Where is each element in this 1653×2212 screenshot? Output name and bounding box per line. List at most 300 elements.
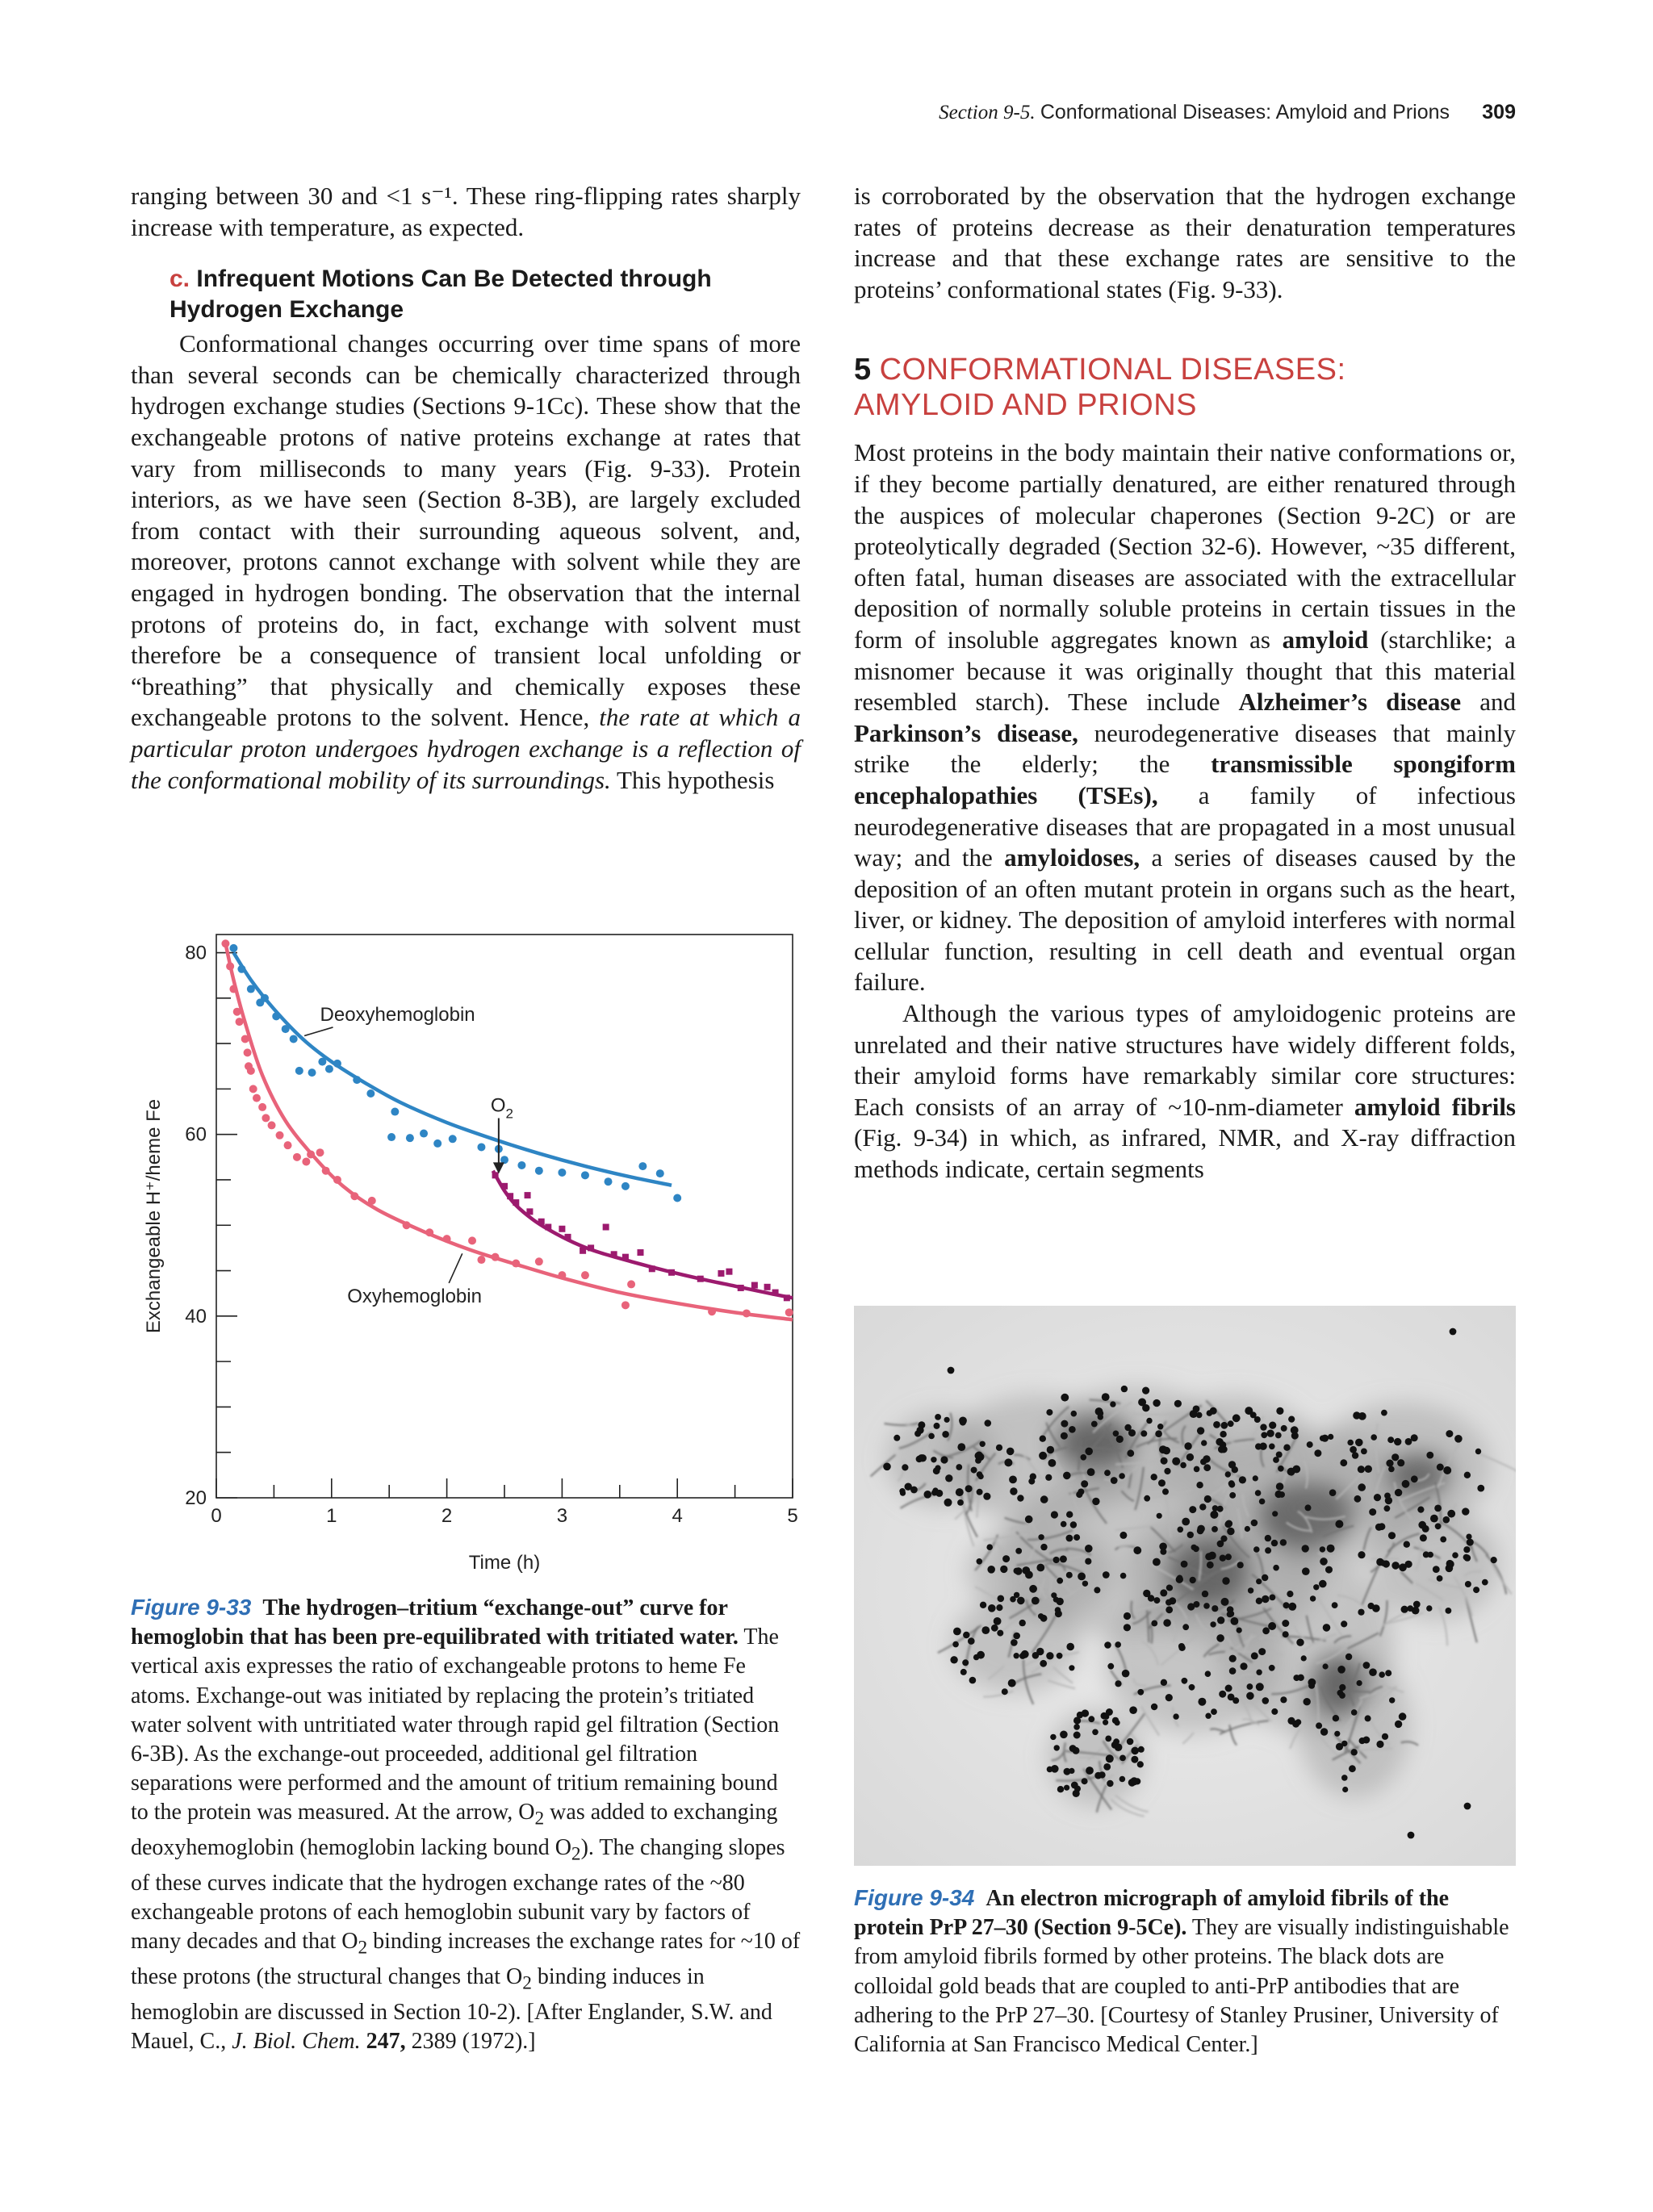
gold-bead (1357, 1680, 1362, 1686)
gold-bead (1151, 1704, 1157, 1710)
x-tick-label: 2 (441, 1505, 453, 1527)
gold-bead (1085, 1558, 1091, 1565)
data-point-deoxyhemoglobin (406, 1134, 414, 1142)
gold-bead (1355, 1439, 1363, 1447)
annotation-o2-subscript: 2 (505, 1106, 514, 1122)
annotation-oxyhemoglobin: Oxyhemoglobin (347, 1285, 482, 1307)
gold-bead (1358, 1483, 1366, 1491)
gold-bead (960, 1669, 967, 1675)
gold-bead (1081, 1454, 1087, 1461)
section-title-line1: CONFORMATIONAL DISEASES: (879, 353, 1346, 387)
figure-9-33-caption (131, 1593, 801, 2056)
gold-bead (1283, 1631, 1289, 1637)
gold-bead (1014, 1592, 1019, 1598)
gold-bead (1259, 1499, 1266, 1505)
gold-bead (1296, 1639, 1304, 1646)
gold-bead (1413, 1601, 1421, 1608)
series-line-oxyhemoglobin (225, 943, 793, 1319)
gold-bead (1351, 1749, 1358, 1755)
gold-bead (1426, 1605, 1432, 1611)
gold-bead (1191, 1545, 1197, 1550)
gold-bead (1391, 1453, 1399, 1461)
gold-bead (1212, 1526, 1218, 1533)
gold-bead (1491, 1557, 1497, 1563)
gold-bead (1349, 1765, 1356, 1772)
gold-bead (1231, 1617, 1239, 1625)
x-tick-label: 1 (326, 1505, 337, 1527)
gold-bead (1288, 1603, 1296, 1611)
gold-bead (1161, 1457, 1168, 1465)
data-point-deoxyhemoglobin (295, 1067, 303, 1075)
gold-bead (1298, 1675, 1304, 1681)
gold-bead (1038, 1613, 1044, 1619)
gold-bead (1051, 1765, 1059, 1773)
data-point-deoxyhemoglobin (282, 1025, 290, 1033)
gold-bead (1182, 1518, 1190, 1526)
gold-bead (1213, 1421, 1220, 1428)
gold-bead (1384, 1505, 1391, 1512)
gold-bead (1178, 1527, 1184, 1533)
section-heading (854, 352, 1516, 423)
gold-bead (1265, 1547, 1271, 1553)
gold-bead (1292, 1466, 1300, 1474)
y-tick-label: 20 (185, 1487, 207, 1509)
gold-bead (1229, 1655, 1237, 1662)
gold-bead (1336, 1743, 1343, 1750)
data-point-o2-added (545, 1224, 551, 1231)
data-point-deoxyhemoglobin (420, 1130, 428, 1138)
gold-bead (1205, 1713, 1211, 1719)
gold-bead (1201, 1440, 1207, 1445)
gold-bead (1358, 1466, 1365, 1473)
gold-bead (1194, 1466, 1200, 1473)
gold-bead (1207, 1562, 1214, 1569)
gold-bead (1040, 1436, 1046, 1442)
paragraph-amyloid-diseases (854, 437, 1516, 998)
gold-bead (1332, 1602, 1338, 1608)
figure-9-33-label: Figure 9-33 (131, 1595, 252, 1620)
gold-bead (1229, 1667, 1237, 1675)
gold-bead (1399, 1563, 1407, 1571)
gold-bead (1178, 1643, 1185, 1650)
gold-bead (1420, 1534, 1427, 1541)
gold-bead (952, 1641, 959, 1648)
gold-bead (1323, 1624, 1331, 1632)
gold-bead (1040, 1544, 1047, 1550)
gold-bead (1014, 1653, 1019, 1658)
gold-bead (1119, 1532, 1127, 1539)
annotation-deoxyhemoglobin: Deoxyhemoglobin (320, 1003, 475, 1026)
data-point-o2-added (559, 1226, 565, 1232)
gold-bead (978, 1474, 984, 1479)
gold-bead (1407, 1605, 1413, 1612)
gold-bead (1060, 1555, 1067, 1562)
data-point-oxyhemoglobin (247, 1067, 255, 1075)
gold-bead (1050, 1734, 1056, 1740)
gold-bead (1155, 1430, 1162, 1437)
gold-bead (1287, 1591, 1293, 1597)
gold-bead (1013, 1633, 1020, 1640)
right-column (854, 181, 1516, 1185)
gold-bead (1301, 1655, 1307, 1661)
gold-bead (1197, 1528, 1204, 1535)
gold-bead (1071, 1782, 1078, 1789)
gold-bead (1202, 1591, 1208, 1597)
gold-bead (987, 1566, 995, 1574)
gold-bead (977, 1489, 983, 1495)
gold-bead (1462, 1507, 1469, 1515)
gold-bead (1251, 1520, 1258, 1527)
gold-bead (1069, 1665, 1074, 1670)
figure-9-33-title: The hydrogen–tritium “exchange-out” curve for hemoglobin that has been pre-equilibrated with tritiated water. (131, 1595, 739, 1650)
data-point-oxyhemoglobin (403, 1221, 411, 1229)
gold-bead (1111, 1477, 1118, 1484)
gold-bead (1239, 1476, 1246, 1483)
gold-bead (1153, 1558, 1161, 1566)
data-point-deoxyhemoglobin (272, 1012, 280, 1020)
gold-bead (1190, 1577, 1196, 1583)
gold-bead (1369, 1668, 1377, 1676)
gold-bead (1417, 1507, 1424, 1513)
gold-bead (948, 1367, 955, 1374)
gold-bead (1404, 1541, 1410, 1548)
gold-bead (1251, 1652, 1258, 1659)
gold-bead (1386, 1460, 1393, 1467)
gold-bead (1064, 1785, 1069, 1791)
gold-bead (1256, 1598, 1262, 1604)
gold-bead (1032, 1597, 1040, 1605)
gold-bead (1103, 1571, 1110, 1579)
annotation-o2: $O_2$ (490, 1094, 514, 1122)
gold-bead (1397, 1459, 1404, 1466)
caption-text: They are visually indistinguishable from amyloid fibrils formed by other proteins. The black dots are colloidal gold beads that are coupled to anti-PrP antibodies that are adhering to the PrP 27–30. [Courtesy of Stanley Prusiner, University of California at San Francisco Medical Center.] (854, 1915, 1509, 2058)
gold-bead (1276, 1407, 1283, 1415)
data-point-oxyhemoglobin (293, 1153, 301, 1161)
section-number: 5 (854, 353, 872, 387)
gold-bead (1368, 1603, 1375, 1609)
gold-bead (965, 1485, 973, 1492)
gold-bead (1323, 1663, 1329, 1669)
gold-bead (1121, 1386, 1128, 1392)
gold-bead (1254, 1416, 1261, 1423)
gold-bead (1273, 1457, 1279, 1463)
gold-bead (919, 1454, 927, 1461)
running-head (854, 100, 1516, 125)
leader-line-deoxy (304, 1027, 333, 1036)
gold-bead (1219, 1691, 1226, 1698)
paragraph-ring-flipping: ranging between 30 and <1 s⁻¹. These ring-flipping rates sharply increase with temperature, as expected. (131, 182, 801, 241)
gold-bead (1002, 1555, 1010, 1562)
gold-bead (1388, 1532, 1396, 1539)
gold-bead (1276, 1482, 1284, 1491)
gold-bead (1085, 1545, 1093, 1553)
data-point-o2-added (784, 1294, 790, 1301)
term-amyloid: amyloid (1282, 625, 1369, 654)
gold-bead (1228, 1694, 1235, 1701)
gold-bead (1057, 1653, 1063, 1659)
gold-bead (1327, 1545, 1335, 1553)
gold-bead (1199, 1503, 1206, 1510)
data-point-deoxyhemoglobin (325, 1065, 333, 1073)
gold-bead (1232, 1414, 1241, 1422)
gold-bead (1055, 1607, 1061, 1613)
gold-bead (1247, 1683, 1253, 1690)
data-point-o2-added (526, 1208, 533, 1215)
data-point-deoxyhemoglobin (318, 1058, 326, 1066)
gold-bead (1354, 1495, 1362, 1503)
gold-bead (1220, 1431, 1226, 1437)
gold-bead (1341, 1775, 1348, 1781)
gold-bead (1015, 1548, 1022, 1554)
gold-bead (1165, 1599, 1172, 1606)
gold-bead (1477, 1485, 1484, 1492)
gold-bead (997, 1630, 1003, 1637)
data-point-o2-added (507, 1193, 513, 1199)
gold-bead (1266, 1430, 1274, 1437)
gold-bead (1210, 1621, 1216, 1627)
gold-bead (1269, 1444, 1275, 1450)
gold-bead (1138, 1399, 1146, 1407)
gold-bead (1283, 1445, 1290, 1451)
gold-bead (1335, 1520, 1343, 1528)
gold-bead (1426, 1452, 1433, 1459)
gold-bead (1256, 1670, 1262, 1675)
gold-bead (1061, 1394, 1069, 1402)
figure-9-34-title: An electron micrograph of amyloid fibrils of the protein PrP 27–30 (Section 9-5Ce). (854, 1886, 1450, 1941)
figure-9-34-caption (854, 1884, 1516, 2059)
gold-bead (1271, 1540, 1278, 1546)
gold-bead (1063, 1472, 1071, 1480)
gold-bead (1321, 1435, 1329, 1442)
y-tick-label: 80 (185, 942, 207, 964)
data-point-o2-added (668, 1269, 675, 1276)
gold-bead (998, 1595, 1005, 1603)
axis-tick-labels (185, 943, 797, 1527)
data-point-deoxyhemoglobin (387, 1133, 395, 1141)
gold-bead (1069, 1768, 1074, 1774)
data-point-o2-added (588, 1244, 594, 1251)
y-tick-label: 60 (185, 1123, 207, 1146)
data-point-o2-added (611, 1251, 617, 1257)
data-point-oxyhemoglobin (226, 962, 234, 970)
paragraph-corroborated: is corroborated by the observation that the hydrogen exchange rates of proteins decrease as their denaturation temperatures increase and that these exchange rates are sensitive to the proteins’ conformational states (Fig. 9-33). (854, 182, 1516, 303)
gold-bead (1467, 1539, 1474, 1546)
data-point-deoxyhemoglobin (558, 1169, 566, 1177)
gold-bead (1189, 1506, 1196, 1513)
gold-bead (1092, 1498, 1099, 1505)
gold-bead (1463, 1546, 1470, 1553)
gold-bead (953, 1628, 961, 1636)
gold-bead (1217, 1506, 1224, 1512)
gold-bead (1014, 1568, 1020, 1574)
gold-bead (1218, 1446, 1225, 1453)
gold-bead (1205, 1670, 1212, 1677)
gold-bead (1464, 1803, 1471, 1810)
text-run: Most proteins in the body maintain their native conformations or, if they become partially denatured, are either renatured through the auspices of molecular chaperones (Section 9-2C) or are proteolytically degraded (Section 32-6). However, ~35 different, often fatal, human diseases are associated with the extracellular deposition of normally soluble proteins in certain tissues in the form of insoluble aggregates known as (854, 438, 1516, 654)
term-parkinsons: Parkinson’s disease, (854, 718, 1078, 747)
gold-bead (1240, 1662, 1247, 1670)
gold-bead (1358, 1551, 1365, 1558)
gold-bead (1189, 1684, 1195, 1691)
gold-bead (1446, 1608, 1452, 1614)
gold-bead (975, 1452, 982, 1459)
gold-bead (1381, 1410, 1387, 1416)
gold-bead (1182, 1624, 1189, 1630)
data-point-oxyhemoglobin (581, 1271, 589, 1279)
gold-bead (1061, 1420, 1068, 1428)
gold-bead (1382, 1733, 1388, 1740)
gold-bead (1061, 1432, 1068, 1440)
gold-bead (1434, 1505, 1442, 1512)
gold-bead (1198, 1698, 1206, 1706)
gold-bead (1430, 1515, 1438, 1523)
data-point-oxyhemoglobin (468, 1236, 476, 1244)
gold-bead (1452, 1552, 1458, 1558)
gold-bead (1280, 1539, 1287, 1545)
data-point-deoxyhemoglobin (535, 1167, 543, 1175)
gold-bead (945, 1474, 952, 1482)
gold-bead (1130, 1777, 1138, 1785)
data-point-deoxyhemoglobin (605, 1177, 613, 1185)
y-tick-label: 40 (185, 1305, 207, 1328)
gold-bead (1320, 1558, 1328, 1566)
gold-bead (1157, 1424, 1163, 1429)
gold-bead (1116, 1436, 1124, 1443)
data-point-o2-added (513, 1199, 519, 1206)
gold-bead (1115, 1720, 1120, 1725)
term-amyloid-fibrils: amyloid fibrils (1354, 1092, 1516, 1121)
data-point-deoxyhemoglobin (638, 1162, 647, 1170)
data-point-o2-added (603, 1224, 609, 1231)
gold-bead (1099, 1771, 1105, 1778)
gold-bead (1133, 1546, 1141, 1554)
gold-bead (1212, 1605, 1218, 1612)
data-point-deoxyhemoglobin (229, 944, 237, 952)
gold-bead (1325, 1566, 1333, 1574)
gold-bead (986, 1544, 993, 1550)
gold-bead (1070, 1521, 1077, 1528)
gold-bead (1129, 1706, 1137, 1714)
data-point-o2-added (649, 1265, 655, 1272)
gold-bead (1339, 1692, 1345, 1699)
gold-bead (1394, 1438, 1401, 1445)
gold-bead (1225, 1471, 1231, 1477)
gold-bead (1082, 1778, 1088, 1784)
gold-bead (1359, 1737, 1366, 1744)
subsection-letter: c. (169, 266, 190, 293)
gold-bead (1203, 1464, 1211, 1471)
data-point-deoxyhemoglobin (517, 1161, 525, 1169)
gold-bead (1071, 1411, 1078, 1417)
gold-bead (1047, 1446, 1054, 1453)
gold-bead (956, 1488, 964, 1496)
gold-bead (1073, 1534, 1080, 1541)
gold-bead (1057, 1598, 1064, 1605)
data-point-o2-added (622, 1254, 629, 1261)
gold-bead (1060, 1731, 1068, 1739)
gold-bead (1153, 1399, 1160, 1407)
gold-bead (968, 1637, 975, 1645)
gold-bead (1387, 1436, 1394, 1443)
data-point-o2-added (726, 1269, 732, 1275)
emphasis-text: the rate at which a particular proton undergoes hydrogen exchange is a reflection of the conformational mobility of its surroundings. (131, 703, 801, 794)
gold-bead (1009, 1476, 1017, 1484)
gold-bead (1181, 1561, 1188, 1568)
gold-bead (1203, 1603, 1210, 1609)
gold-bead (1182, 1678, 1188, 1684)
gold-bead (1217, 1616, 1224, 1624)
data-point-o2-added (764, 1284, 771, 1290)
gold-bead (1283, 1602, 1290, 1608)
gold-bead (1025, 1516, 1033, 1524)
data-point-o2-added (718, 1270, 724, 1277)
gold-bead (1144, 1495, 1150, 1502)
x-axis-label: Time (h) (468, 1552, 541, 1574)
gold-bead (1482, 1579, 1488, 1586)
gold-bead (1210, 1511, 1218, 1519)
gold-bead (1422, 1525, 1429, 1533)
term-tse: transmissible spongiform encephalopathies (TSEs), (854, 750, 1516, 809)
subscript: 2 (358, 1938, 368, 1959)
data-point-oxyhemoglobin (233, 1008, 241, 1016)
running-head-section: Section 9-5. (939, 102, 1036, 123)
gold-bead (1164, 1468, 1170, 1474)
data-point-oxyhemoglobin (492, 1253, 500, 1261)
data-point-oxyhemoglobin (316, 1148, 324, 1156)
data-point-oxyhemoglobin (425, 1228, 433, 1236)
gold-bead (1302, 1545, 1309, 1552)
gold-bead (1273, 1565, 1279, 1571)
gold-bead (1305, 1504, 1312, 1511)
gold-bead (1275, 1432, 1282, 1439)
data-point-deoxyhemoglobin (353, 1076, 361, 1084)
data-point-o2-added (538, 1219, 545, 1225)
data-point-o2-added (580, 1248, 586, 1254)
gold-bead (1245, 1526, 1250, 1532)
gold-bead (883, 1463, 891, 1471)
gold-bead (1261, 1432, 1267, 1438)
gold-bead (1443, 1466, 1451, 1474)
gold-bead (1446, 1430, 1453, 1437)
gold-bead (1361, 1449, 1367, 1455)
gold-bead (957, 1499, 964, 1506)
axis-ticks (216, 953, 793, 1498)
gold-bead (1105, 1736, 1111, 1742)
text-run: This hypothesis (610, 765, 775, 794)
gold-bead (1320, 1728, 1328, 1735)
gold-bead (950, 1656, 957, 1663)
gold-bead (1258, 1648, 1266, 1655)
gold-bead (1039, 1452, 1047, 1460)
gold-bead (1402, 1480, 1410, 1488)
gold-bead (944, 1417, 950, 1423)
section-title-line2: AMYLOID AND PRIONS (854, 388, 1197, 423)
gold-bead (1262, 1595, 1269, 1603)
gold-bead (1352, 1452, 1358, 1458)
data-point-deoxyhemoglobin (308, 1068, 316, 1077)
data-point-oxyhemoglobin (307, 1150, 315, 1158)
caption-text: The vertical axis expresses the ratio of exchangeable protons to heme Fe atoms. Exchange-out was initiated by replacing the protein’s tritiated water solvent with untritiated water through rapid gel filtration (Section 6-3B). As the exchange-out proceeded, additional gel filtration separations were performed and the amount of tritium remaining bound to the protein was measured. At the arrow, O (131, 1625, 780, 1825)
gold-bead (1177, 1575, 1182, 1581)
gold-bead (1411, 1434, 1418, 1441)
paragraph-hydrogen-exchange (131, 328, 801, 796)
gold-bead (1401, 1606, 1408, 1613)
gold-bead (1159, 1543, 1167, 1551)
gold-bead (1329, 1489, 1337, 1496)
gold-bead (1269, 1665, 1275, 1671)
gold-bead (1280, 1696, 1287, 1703)
gold-bead (1127, 1449, 1134, 1457)
